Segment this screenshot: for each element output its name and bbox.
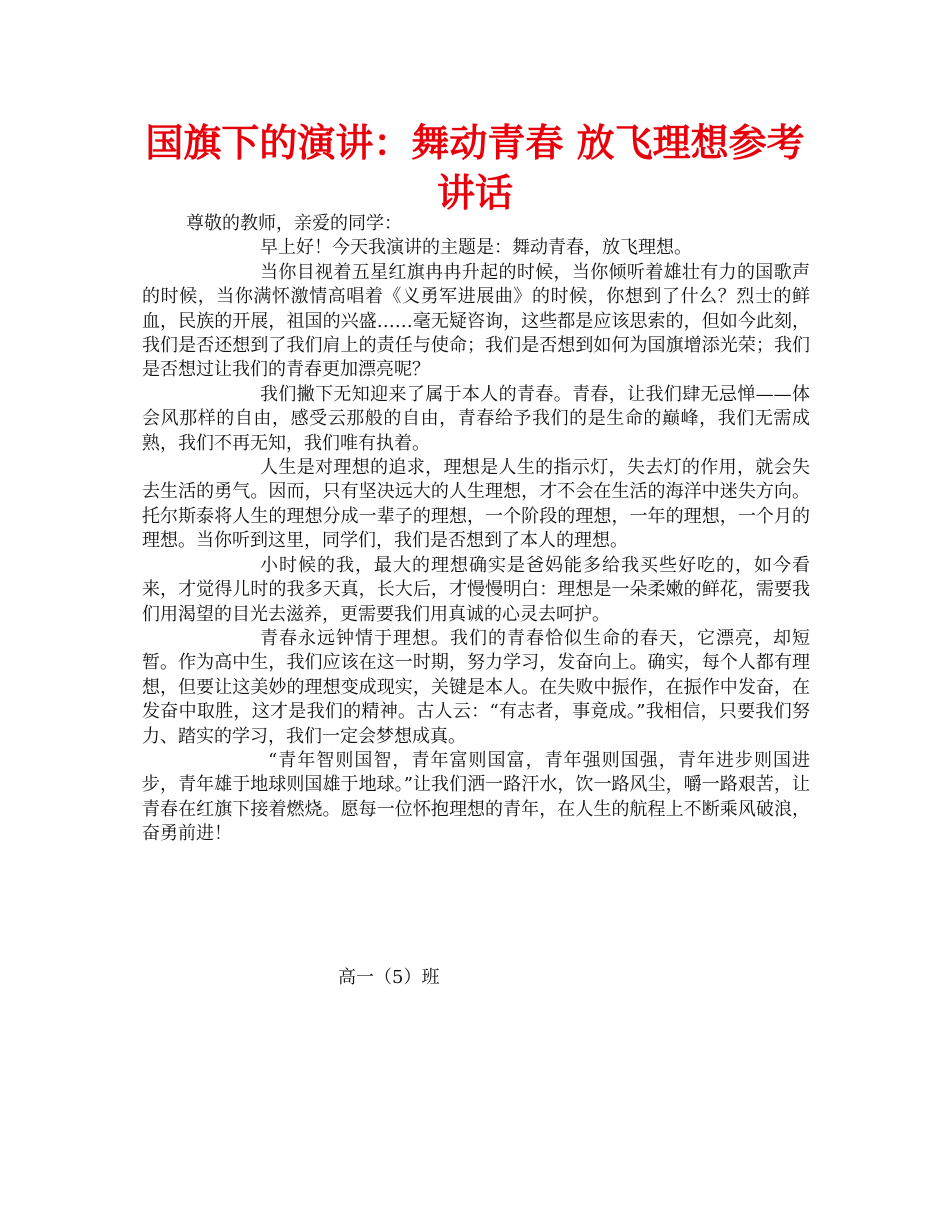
paragraph: 我们撇下无知迎来了属于本人的青春。青春，让我们肆无忌惮——体会风那样的自由，感受云那般的自由，青春给予我们的是生命的巅峰，我们无需成熟，我们不再无知，我们唯有执着。 (142, 383, 810, 454)
quote-paragraph: “青年智则国智，青年富则国富，青年强则国强，青年进步则国进步，青年雄于地球则国雄于地球。”让我们洒一路汗水，饮一路风尘，嚼一路艰苦，让青春在红旗下接着燃烧。愿每一位怀抱理想的青年，在人生的航程上不断乘风破浪，奋勇前进！ (142, 749, 810, 845)
paragraph: 人生是对理想的追求，理想是人生的指示灯，失去灯的作用，就会失去生活的勇气。因而，只有坚决远大的人生理想，才不会在生活的海洋中迷失方向。托尔斯泰将人生的理想分成一辈子的理想，一个阶段的理想，一年的理想，一个月的理想。当你听到这里，同学们，我们是否想到了本人的理想。 (142, 457, 810, 552)
paragraph: 青春永远钟情于理想。我们的青春恰似生命的春天，它漂亮，却短暂。作为高中生，我们应该在这一时期，努力学习，发奋向上。确实，每个人都有理想，但要让这美妙的理想变成现实，关键是本人。在失败中振作，在振作中发奋，在发奋中取胜，这才是我们的精神。古人云：“有志者，事竟成。”我相信，只要我们努力、踏实的学习，我们一定会梦想成真。 (142, 627, 810, 747)
document-body (142, 212, 810, 847)
greeting: 早上好！今天我演讲的主题是：舞动青春，放飞理想。 (260, 237, 692, 259)
paragraph: 小时候的我，最大的理想确实是爸妈能多给我买些好吃的，如今看来，才觉得儿时的我多天真，长大后，才慢慢明白：理想是一朵柔嫩的鲜花，需要我们用渴望的目光去滋养，更需要我们用真诚的心灵去呵护。 (142, 554, 810, 625)
document-title: 国旗下的演讲：舞动青春 放飞理想参考讲话 (145, 121, 805, 215)
salutation: 尊敬的教师，亲爱的同学： (186, 213, 402, 234)
paragraph: 当你目视着五星红旗冉冉升起的时候，当你倾听着雄壮有力的国歌声的时候，当你满怀激情高唱着《义勇军进展曲》的时候，你想到了什么？烈士的鲜血，民族的开展，祖国的兴盛……毫无疑咨询，这些都是应该思索的，但如今此刻，我们是否还想到了我们肩上的责任与使命；我们是否想到如何为国旗增添光荣；我们是否想过让我们的青春更加漂亮呢？ (142, 261, 810, 381)
signature: 高一（5）班 (338, 967, 440, 988)
